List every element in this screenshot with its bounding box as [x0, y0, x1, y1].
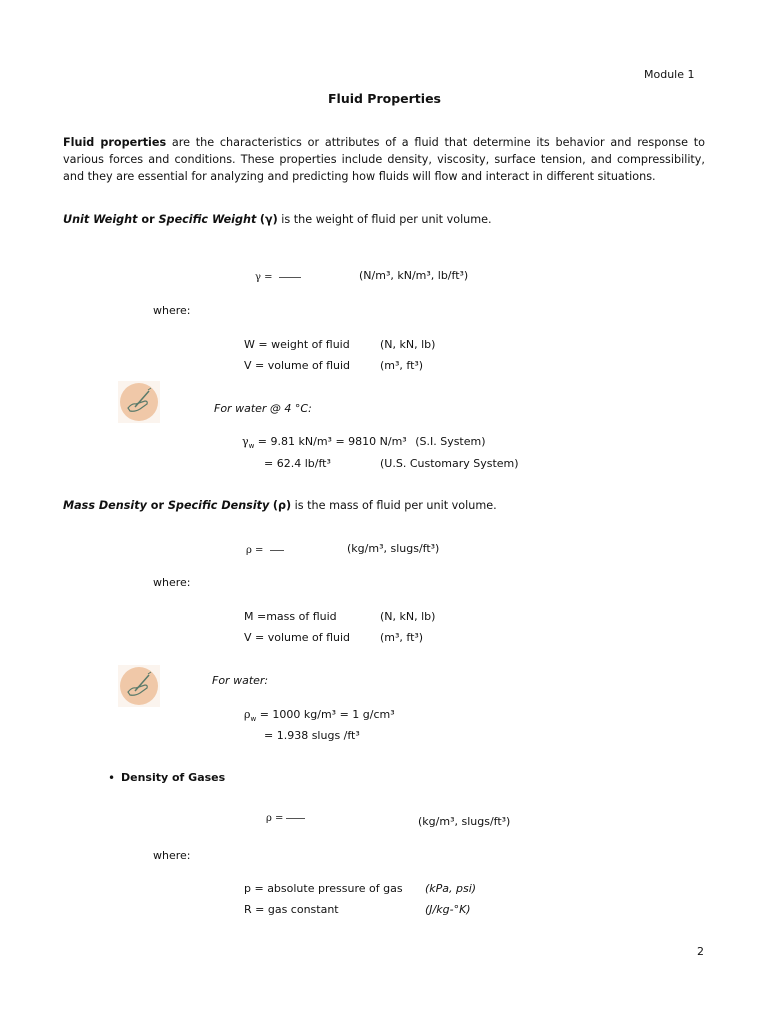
- water-density-line2: = 1.938 slugs /ft³: [264, 729, 360, 742]
- gas-density-formula-lhs: ρ =: [266, 813, 284, 824]
- unit-weight-formula-lhs: γ =: [255, 272, 276, 283]
- module-label: Module 1: [644, 68, 695, 81]
- unit-weight-or: or: [137, 213, 159, 226]
- fraction-bar: [279, 277, 301, 278]
- where-label-1: where:: [153, 304, 191, 317]
- water-unit-weight-line2: = 62.4 lb/ft³: [264, 457, 331, 470]
- water-density-line1: [244, 708, 395, 724]
- unit-weight-def-text: is the weight of fluid per unit volume.: [277, 213, 492, 226]
- unit-weight-definition: [63, 213, 492, 226]
- page-title: Fluid Properties: [328, 91, 441, 106]
- mass-density-or: or: [146, 499, 168, 512]
- var-p-unit: (kPa, psi): [425, 882, 477, 895]
- gamma-w: γ: [242, 435, 249, 448]
- var-w: W = weight of fluid: [244, 338, 350, 351]
- mass-density-definition: [63, 499, 497, 512]
- rho-w-sub: w: [250, 715, 257, 724]
- note-label-2: For water:: [212, 674, 269, 687]
- page-number: 2: [697, 945, 704, 958]
- specific-weight-term: Specific Weight: [158, 213, 257, 226]
- writing-hand-icon: [118, 381, 160, 423]
- intro-paragraph: [63, 134, 705, 185]
- mass-density-symbol: (ρ): [272, 499, 292, 512]
- writing-hand-icon: [118, 665, 160, 707]
- gases-heading: Density of Gases: [121, 771, 226, 784]
- unit-weight-units: (N/m³, kN/m³, lb/ft³): [359, 269, 469, 282]
- var-r: R = gas constant: [244, 903, 339, 916]
- var-r-unit: (J/kg-°K): [425, 903, 471, 916]
- us-system-label: (U.S. Customary System): [380, 457, 519, 470]
- unit-weight-symbol: (γ): [259, 213, 278, 226]
- var-v-unit: (m³, ft³): [380, 359, 424, 372]
- gamma-w-sub: w: [248, 442, 255, 451]
- gas-density-formula: [266, 813, 305, 824]
- mass-density-formula: [246, 545, 284, 556]
- mass-density-term: Mass Density: [63, 499, 147, 512]
- var-p: p = absolute pressure of gas: [244, 882, 403, 895]
- water-unit-weight-line1: [242, 435, 486, 451]
- unit-weight-term: Unit Weight: [63, 213, 138, 226]
- where-label-3: where:: [153, 849, 191, 862]
- var-m: M =mass of fluid: [244, 610, 337, 623]
- var-v: V = volume of fluid: [244, 359, 351, 372]
- specific-density-term: Specific Density: [167, 499, 270, 512]
- rho-w: ρ: [244, 708, 251, 721]
- gas-density-units: (kg/m³, slugs/ft³): [418, 815, 511, 828]
- fraction-bar: [270, 550, 284, 551]
- mass-density-def-text: is the mass of fluid per unit volume.: [291, 499, 497, 512]
- mass-density-units: (kg/m³, slugs/ft³): [347, 542, 440, 555]
- var-v2-unit: (m³, ft³): [380, 631, 424, 644]
- fraction-bar: [286, 818, 305, 819]
- where-label-2: where:: [153, 576, 191, 589]
- water-density-values: = 1000 kg/m³ = 1 g/cm³: [256, 708, 395, 721]
- note-label-1: For water @ 4 °C:: [214, 402, 312, 415]
- intro-term: Fluid properties: [63, 136, 167, 149]
- var-v2: V = volume of fluid: [244, 631, 351, 644]
- var-m-unit: (N, kN, lb): [380, 610, 436, 623]
- bullet-icon: •: [108, 771, 116, 785]
- unit-weight-formula: [255, 272, 301, 283]
- intro-text: are the characteristics or attributes of a fluid that determine its behavior and response to various forces and conditions. These properties include density, viscosity, surface tension, and compressibility, and they are essential for analyzing and predicting how fluids will flow and interact in different situations.: [63, 136, 706, 183]
- var-w-unit: (N, kN, lb): [380, 338, 436, 351]
- mass-density-formula-lhs: ρ =: [246, 545, 267, 556]
- si-system-label: (S.I. System): [415, 435, 486, 448]
- water-uw-values: = 9.81 kN/m³ = 9810 N/m³: [254, 435, 407, 448]
